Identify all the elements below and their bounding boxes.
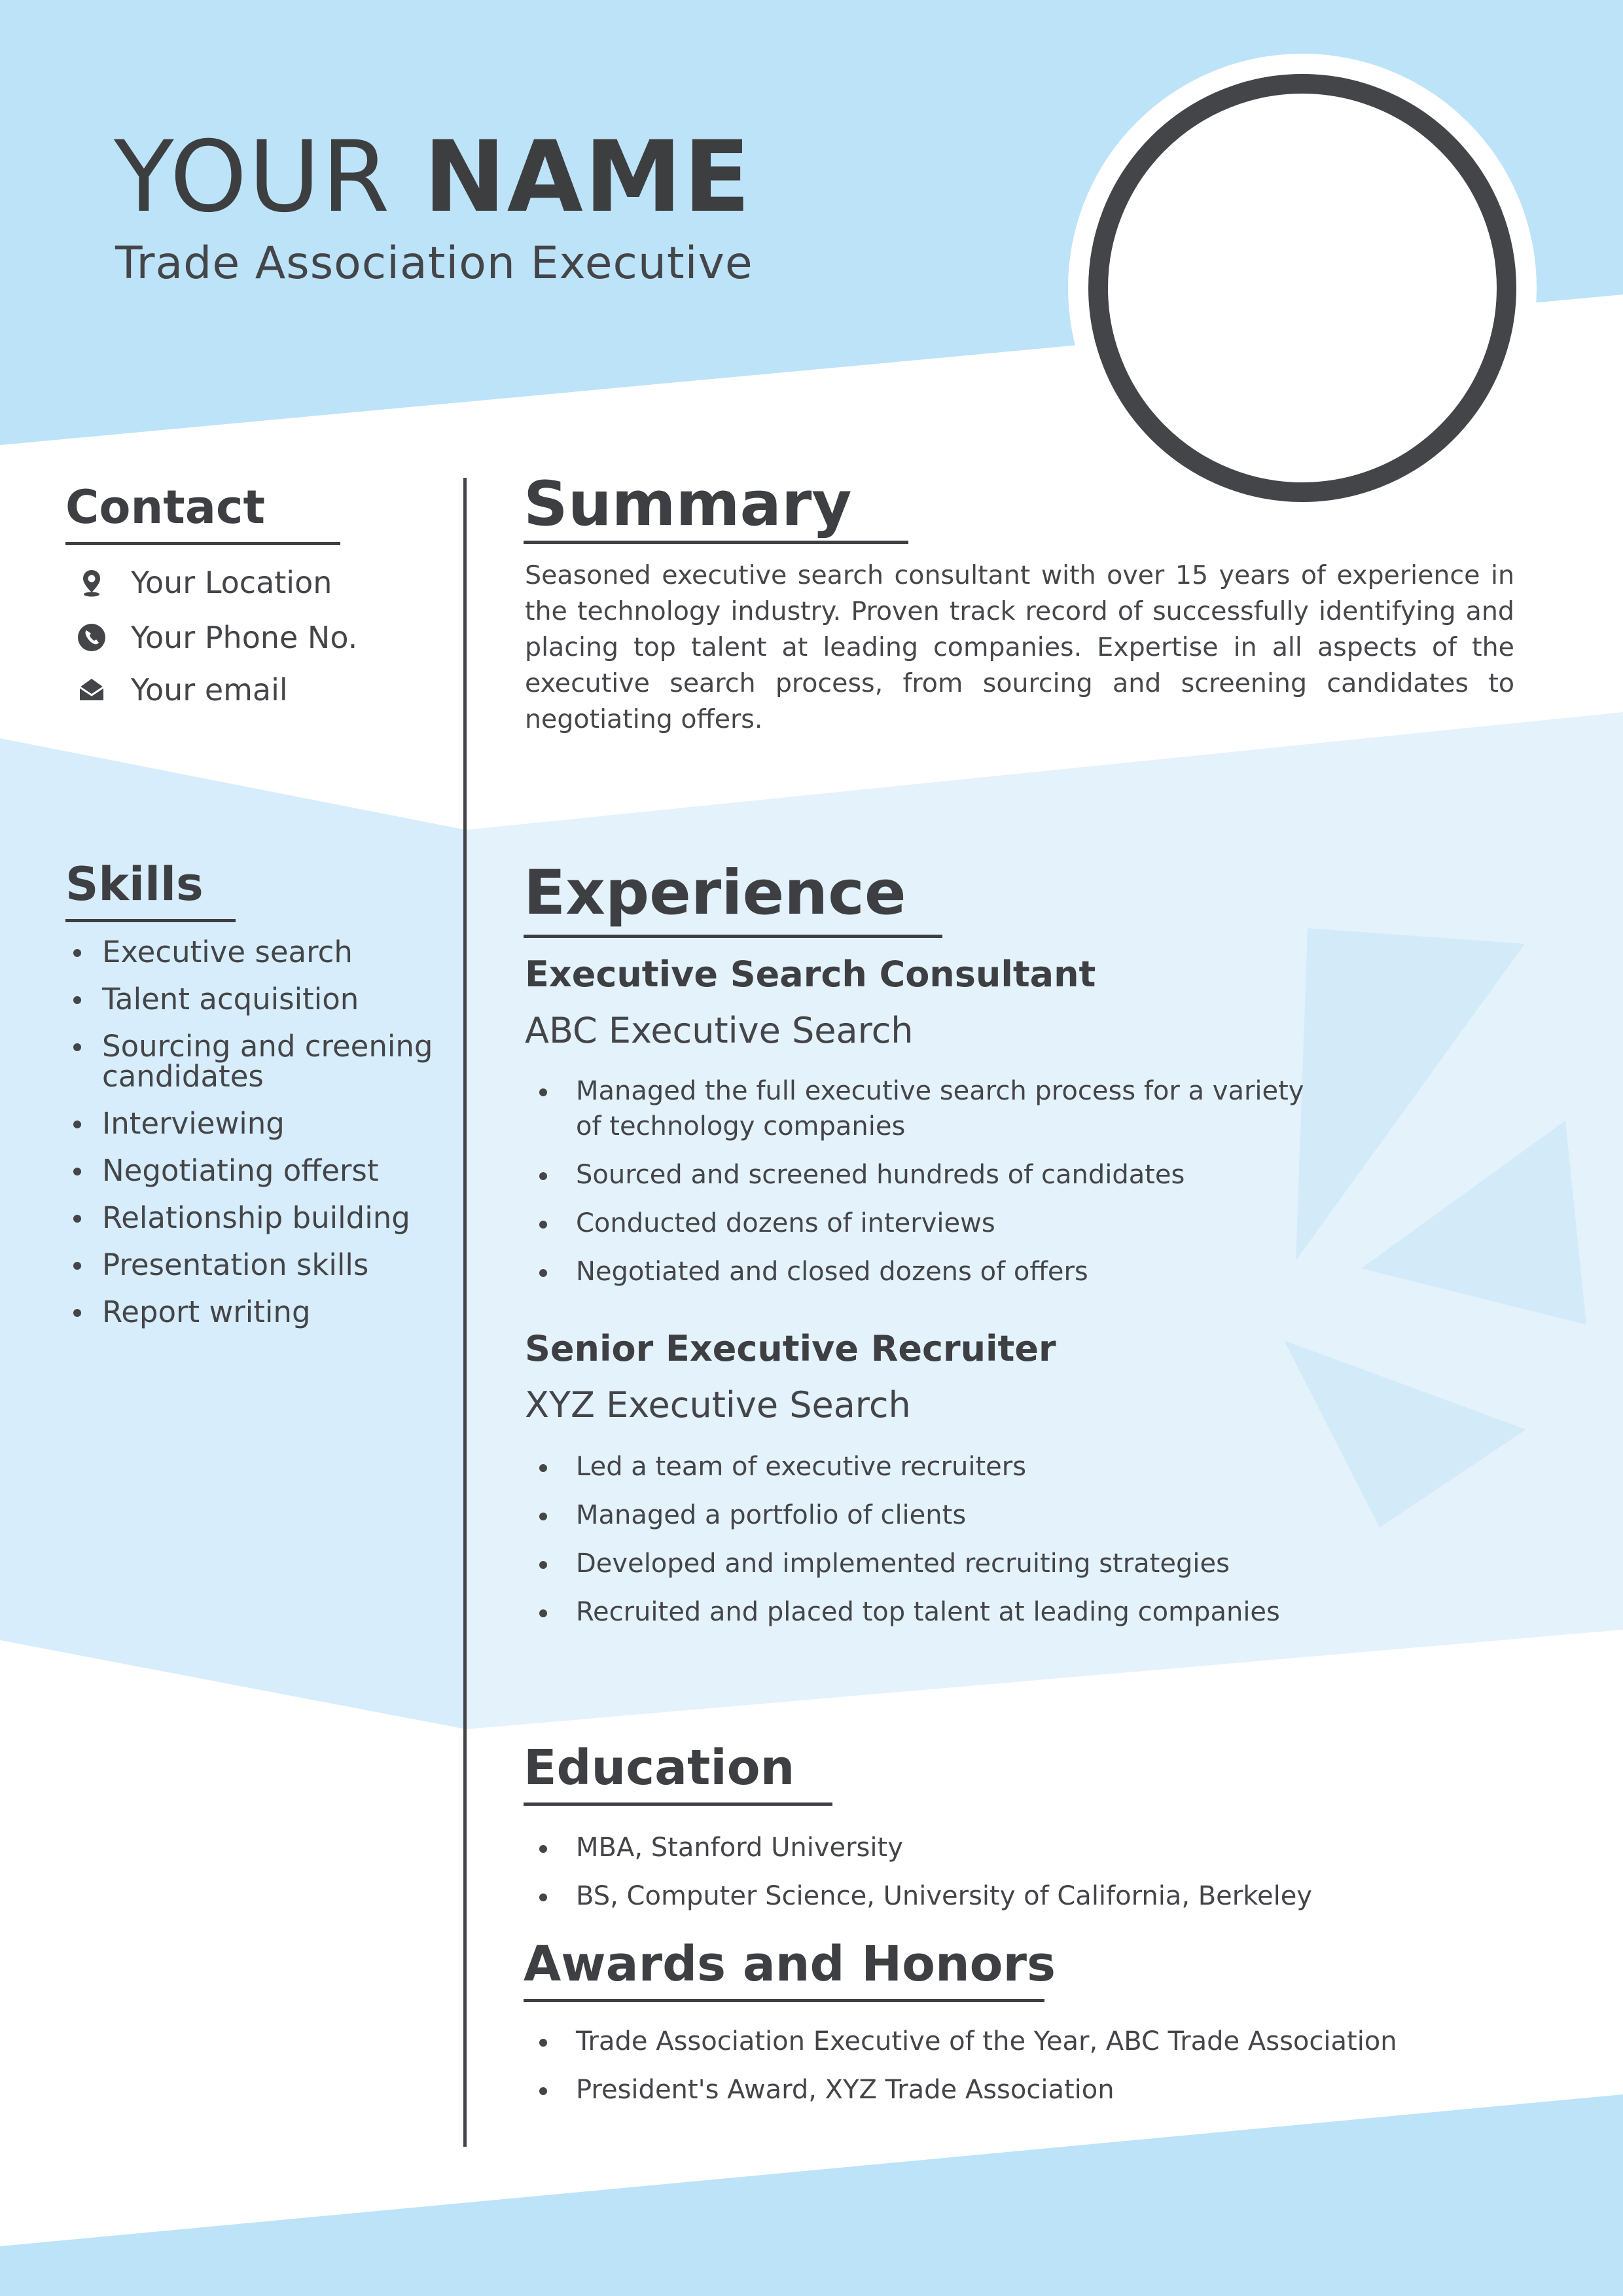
awards-rule (524, 1999, 1044, 2002)
skill-item: Executive search (68, 937, 435, 967)
footer-band (0, 2094, 1623, 2296)
job-bullets (537, 1449, 1518, 1643)
job-bullet: Negotiated and closed dozens of offers (537, 1254, 1309, 1289)
education-item: BS, Computer Science, University of California, Berkeley (537, 1878, 1518, 1914)
education-list (537, 1830, 1518, 1927)
column-divider (463, 478, 467, 2147)
skills-heading: Skills (65, 857, 204, 911)
contact-heading: Contact (65, 480, 265, 534)
job-bullet: Recruited and placed top talent at leading companies (537, 1594, 1518, 1630)
contact-email-text: Your email (131, 672, 288, 708)
skill-item: Presentation skills (68, 1250, 435, 1280)
phone-icon (72, 618, 111, 657)
experience-heading: Experience (524, 857, 906, 929)
job-bullet: Led a team of executive recruiters (537, 1449, 1518, 1484)
skill-item: Report writing (68, 1297, 435, 1327)
skill-item: Interviewing (68, 1109, 435, 1139)
email-icon (72, 670, 111, 709)
education-heading: Education (524, 1740, 795, 1796)
job-title: Trade Association Executive (115, 238, 753, 289)
skill-item: Negotiating offerst (68, 1156, 435, 1186)
award-item: Trade Association Executive of the Year, ABC Trade Association (537, 2024, 1518, 2059)
resume-name (114, 120, 752, 234)
contact-phone-text: Your Phone No. (131, 620, 358, 655)
contact-rule (65, 542, 340, 545)
awards-heading: Awards and Honors (524, 1936, 1056, 1992)
experience-rule (524, 935, 942, 938)
job-role: Executive Search Consultant (525, 954, 1096, 995)
job-bullet: Sourced and screened hundreds of candidates (537, 1157, 1309, 1193)
job-bullet: Developed and implemented recruiting strategies (537, 1546, 1518, 1581)
skills-list (68, 937, 435, 1344)
location-pin-icon (72, 563, 111, 602)
awards-list (537, 2024, 1518, 2121)
skill-item: Sourcing and creening candidates (68, 1031, 435, 1092)
summary-heading: Summary (524, 469, 852, 540)
award-item: President's Award, XYZ Trade Association (537, 2072, 1518, 2108)
job-bullet: Managed a portfolio of clients (537, 1498, 1518, 1533)
skill-item: Relationship building (68, 1203, 435, 1233)
job-bullet: Conducted dozens of interviews (537, 1206, 1309, 1241)
contact-phone (72, 618, 357, 657)
name-first: YOUR (114, 120, 391, 234)
contact-location-text: Your Location (131, 565, 332, 600)
job-bullets (537, 1073, 1309, 1302)
job-company: XYZ Executive Search (525, 1384, 911, 1426)
skill-item: Talent acquisition (68, 984, 435, 1014)
job-role: Senior Executive Recruiter (525, 1328, 1056, 1369)
education-item: MBA, Stanford University (537, 1830, 1518, 1865)
contact-location (72, 563, 332, 602)
skills-rule (65, 919, 236, 922)
name-last: NAME (423, 120, 752, 234)
education-rule (524, 1803, 832, 1806)
contact-email (72, 670, 288, 709)
summary-text: Seasoned executive search consultant with over 15 years of experience in the technology industry. Proven track record of successfully identifying and placing top talent at leading companies. Expertise in all aspects of the executive search process, from sourcing and screening candidates to negotiating offers. (525, 560, 1514, 734)
summary-rule (524, 541, 908, 544)
photo-frame (1098, 84, 1507, 492)
job-bullet: Managed the full executive search process for a variety of technology companies (537, 1073, 1309, 1144)
job-company: ABC Executive Search (525, 1010, 914, 1051)
